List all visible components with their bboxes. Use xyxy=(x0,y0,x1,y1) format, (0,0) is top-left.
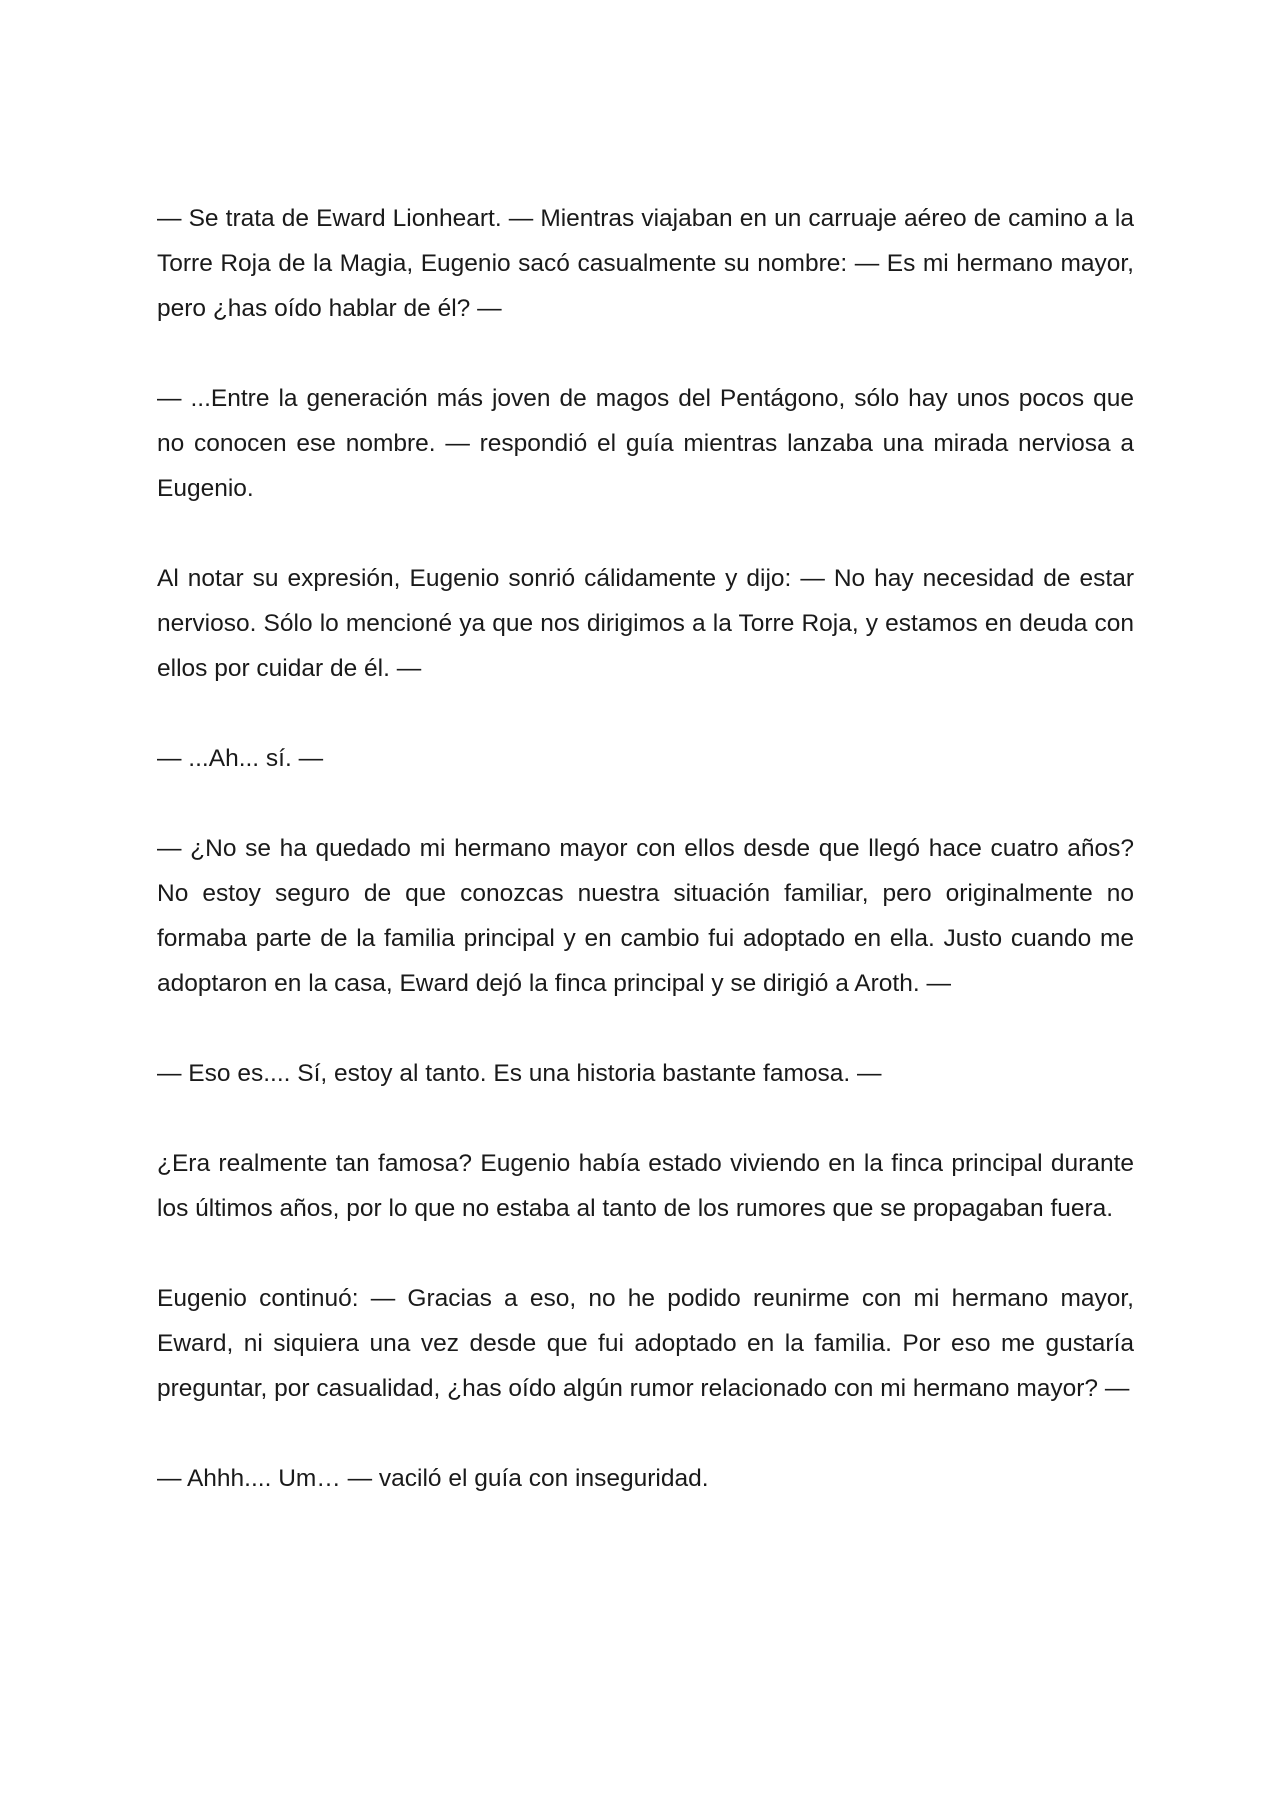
paragraph: — ¿No se ha quedado mi hermano mayor con ellos desde que llegó hace cuatro años? No estoy seguro de que conozcas nuestra situación familiar, pero originalmente no formaba parte de la familia principal y en cambio fui adoptado en ella. Justo cuando me adoptaron en la casa, Eward dejó la finca principal y se dirigió a Aroth. — xyxy=(157,835,1134,997)
paragraph: ¿Era realmente tan famosa? Eugenio había estado viviendo en la finca principal durante los últimos años, por lo que no estaba al tanto de los rumores que se propagaban fuera. xyxy=(157,1150,1134,1222)
paragraph: — Ahhh.... Um… — vaciló el guía con inseguridad. xyxy=(157,1465,709,1492)
paragraph: Al notar su expresión, Eugenio sonrió cálidamente y dijo: — No hay necesidad de estar nervioso. Sólo lo mencioné ya que nos dirigimos a la Torre Roja, y estamos en deuda con ellos por cuidar de él. — xyxy=(157,565,1134,682)
paragraph: — ...Entre la generación más joven de magos del Pentágono, sólo hay unos pocos que no conocen ese nombre. — respondió el guía mientras lanzaba una mirada nerviosa a Eugenio. xyxy=(157,385,1134,502)
paragraph: Eugenio continuó: — Gracias a eso, no he podido reunirme con mi hermano mayor, Eward, ni siquiera una vez desde que fui adoptado en la familia. Por eso me gustaría preguntar, por casualidad, ¿has oído algún rumor relacionado con mi hermano mayor? — xyxy=(157,1285,1134,1402)
paragraph: — Eso es.... Sí, estoy al tanto. Es una historia bastante famosa. — xyxy=(157,1060,882,1087)
paragraph: — Se trata de Eward Lionheart. — Mientras viajaban en un carruaje aéreo de camino a la Torre Roja de la Magia, Eugenio sacó casualmente su nombre: — Es mi hermano mayor, pero ¿has oído hablar de él? — xyxy=(157,205,1134,322)
paragraph: — ...Ah... sí. — xyxy=(157,745,324,772)
document-body xyxy=(157,196,1134,1546)
